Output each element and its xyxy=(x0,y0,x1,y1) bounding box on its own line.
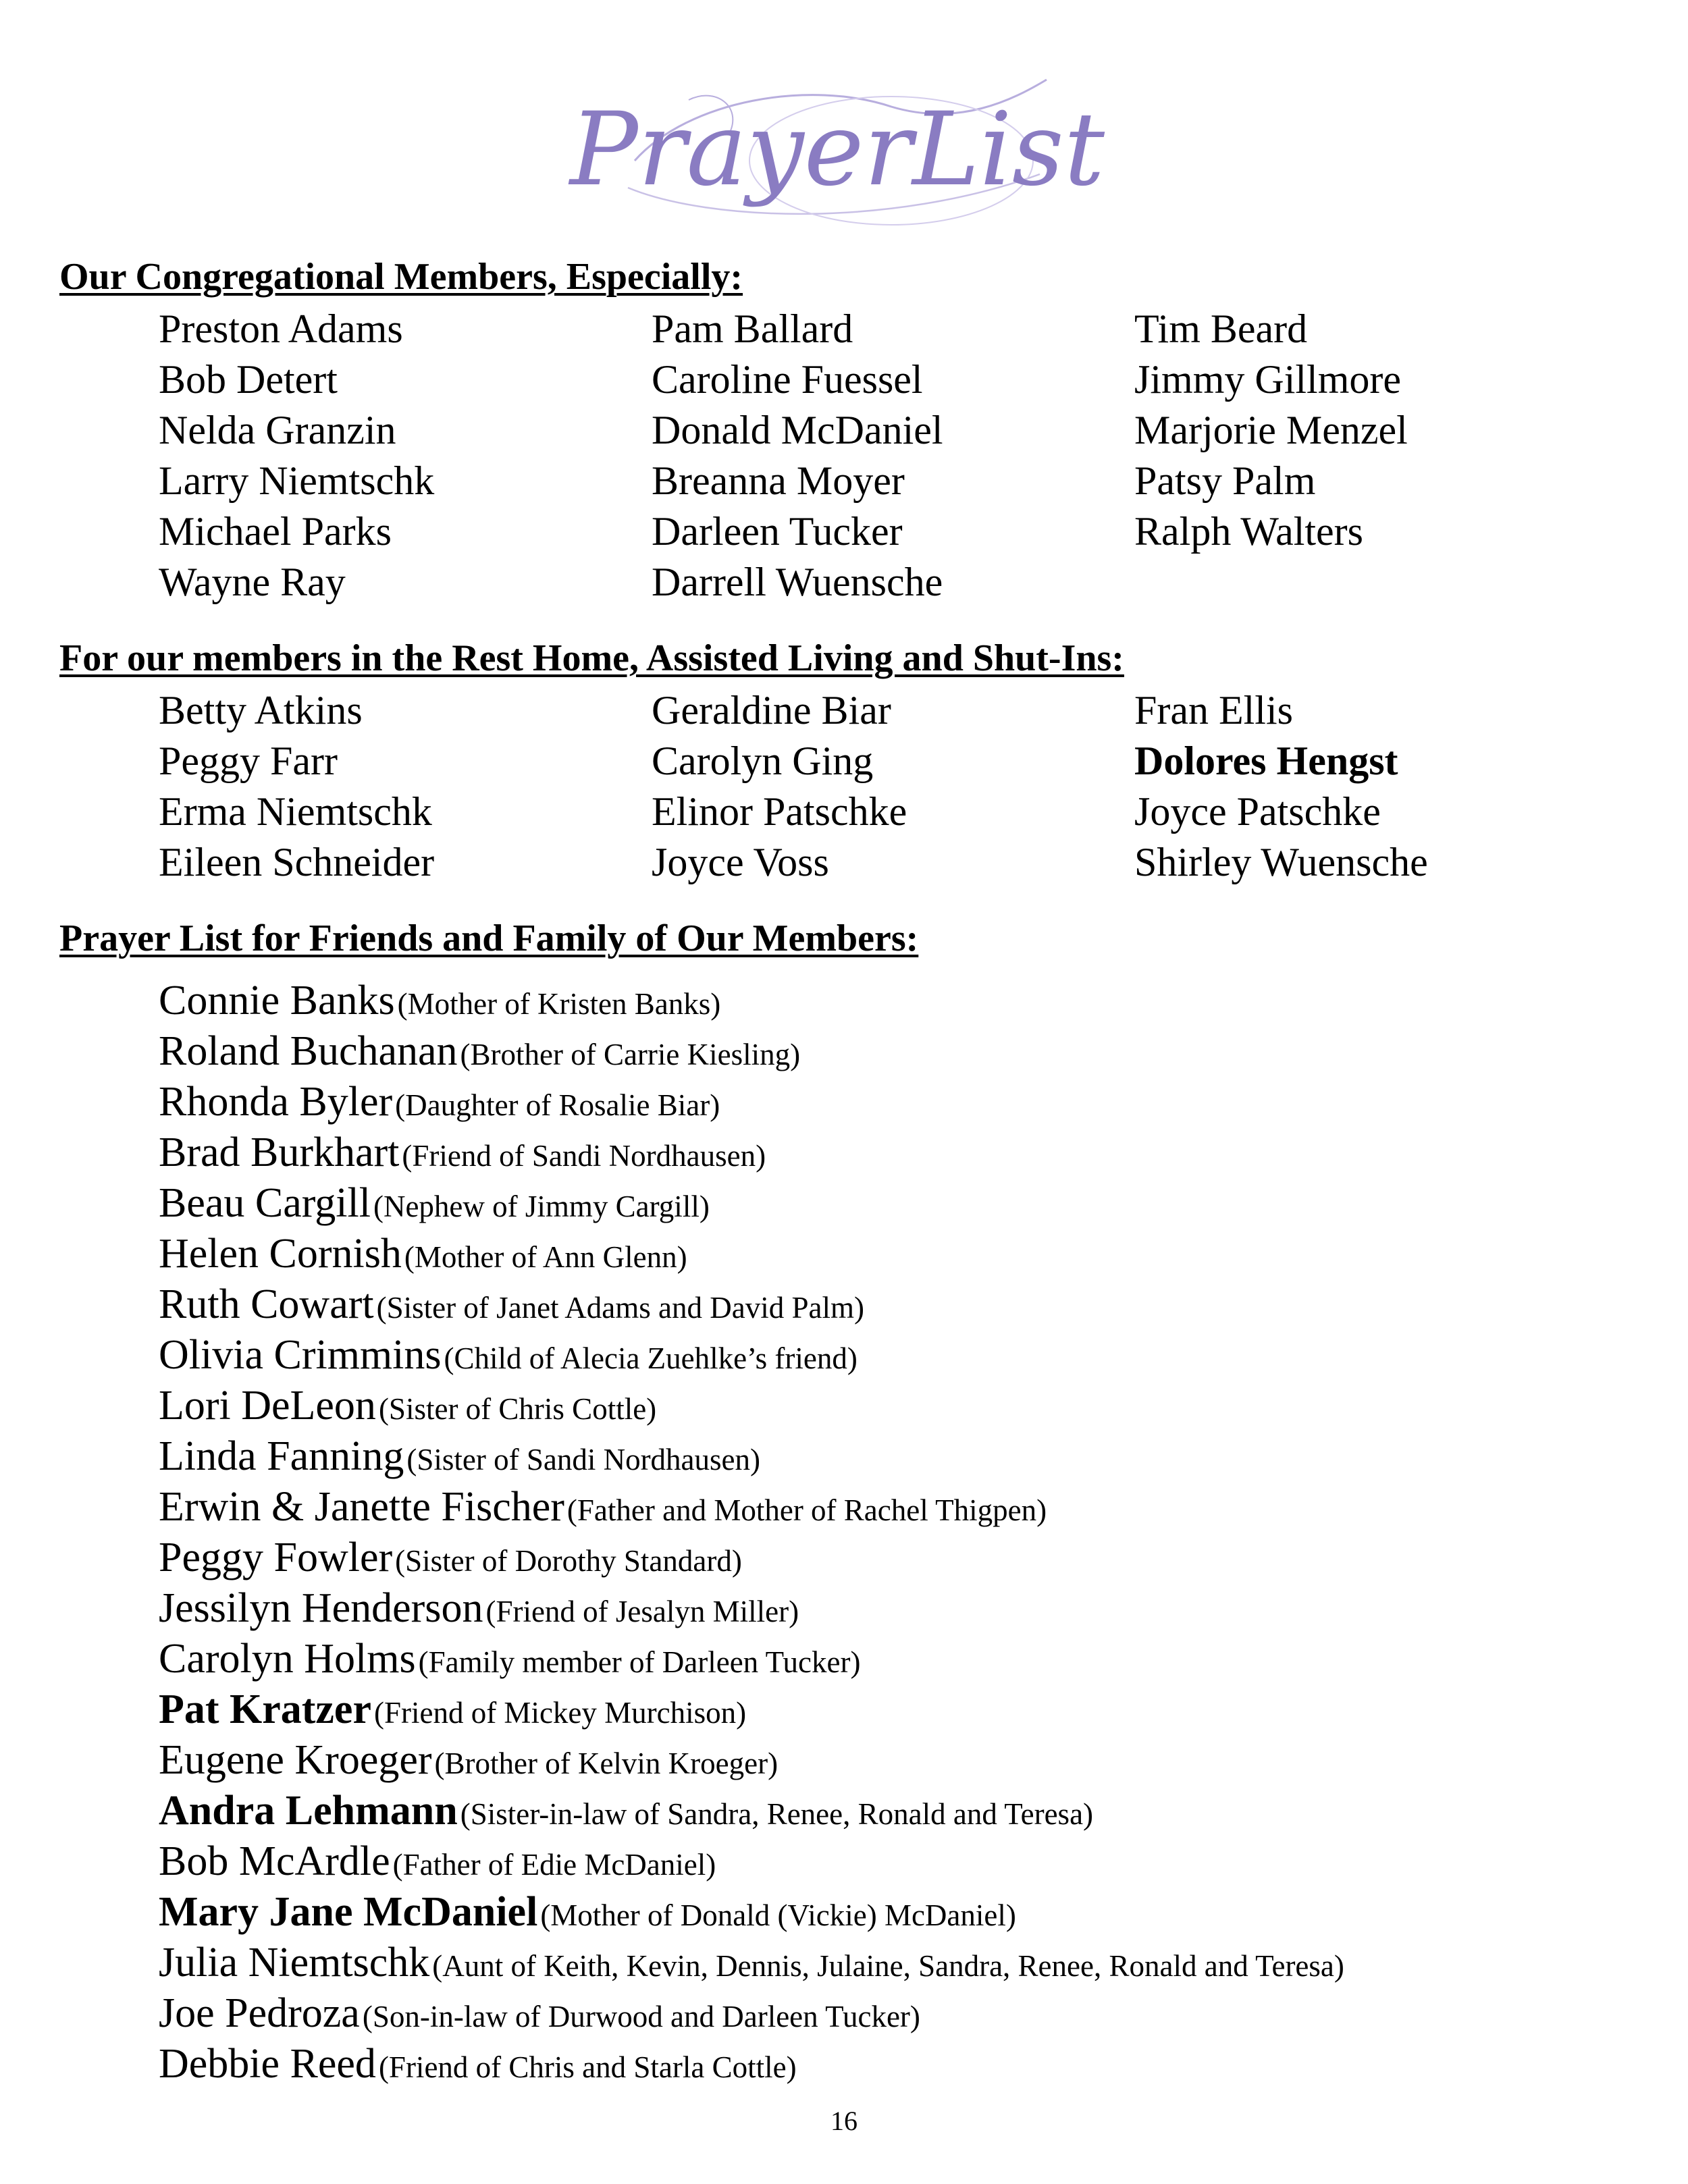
member-name: Caroline Fuessel xyxy=(652,357,923,402)
name-row xyxy=(159,405,1577,456)
friend-relation: (Daughter of Rosalie Biar) xyxy=(395,1088,720,1122)
member-name: Joyce Patschke xyxy=(1134,789,1381,834)
prayer-list-logo xyxy=(569,59,1105,240)
list-item xyxy=(159,1988,1644,2039)
congregational-heading: Our Congregational Members, Especially: xyxy=(59,256,743,298)
friend-name: Julia Niemtschk xyxy=(159,1940,430,1986)
friend-relation: (Nephew of Jimmy Cargill) xyxy=(373,1190,710,1223)
member-name: Geraldine Biar xyxy=(652,688,891,733)
friend-name: Peggy Fowler xyxy=(159,1535,393,1580)
page-number: 16 xyxy=(830,2106,858,2136)
friend-name: Helen Cornish xyxy=(159,1231,402,1277)
list-item xyxy=(159,1533,1644,1583)
friend-name: Andra Lehmann xyxy=(159,1788,458,1834)
friend-relation: (Friend of Chris and Starla Cottle) xyxy=(378,2050,797,2084)
member-name: Peggy Farr xyxy=(159,739,338,783)
friend-relation: (Friend of Jesalyn Miller) xyxy=(485,1595,799,1628)
friend-name: Erwin & Janette Fischer xyxy=(159,1484,564,1530)
friends-family-heading: Prayer List for Friends and Family of Our Members: xyxy=(59,917,919,959)
member-name: Eileen Schneider xyxy=(159,840,435,884)
friend-relation: (Friend of Sandi Nordhausen) xyxy=(402,1139,766,1173)
list-item xyxy=(159,1735,1644,1786)
member-name: Dolores Hengst xyxy=(1134,739,1398,783)
member-name: Wayne Ray xyxy=(159,560,346,604)
friend-relation: (Family member of Darleen Tucker) xyxy=(418,1645,861,1679)
member-name: Ralph Walters xyxy=(1134,509,1363,554)
member-name: Bob Detert xyxy=(159,357,338,402)
member-name: Darrell Wuensche xyxy=(652,560,943,604)
friend-relation: (Mother of Ann Glenn) xyxy=(404,1240,687,1274)
friend-relation: (Friend of Mickey Murchison) xyxy=(373,1696,747,1730)
list-item xyxy=(159,1684,1644,1735)
friend-relation: (Father of Edie McDaniel) xyxy=(392,1848,716,1882)
friend-relation: (Mother of Donald (Vickie) McDaniel) xyxy=(540,1898,1016,1932)
name-row xyxy=(159,787,1577,837)
friend-relation: (Brother of Carrie Kiesling) xyxy=(460,1038,801,1071)
rest-home-heading: For our members in the Rest Home, Assisted Living and Shut-Ins: xyxy=(59,637,1124,679)
list-item xyxy=(159,1836,1644,1887)
friend-name: Jessilyn Henderson xyxy=(159,1585,483,1631)
friend-name: Mary Jane McDaniel xyxy=(159,1889,538,1935)
friend-name: Ruth Cowart xyxy=(159,1281,374,1327)
friend-name: Debbie Reed xyxy=(159,2041,376,2087)
friend-name: Roland Buchanan xyxy=(159,1028,458,1074)
name-row xyxy=(159,837,1577,888)
list-item xyxy=(159,1938,1644,1988)
friend-name: Eugene Kroeger xyxy=(159,1737,432,1783)
member-name: Tim Beard xyxy=(1134,307,1308,351)
friend-name: Carolyn Holms xyxy=(159,1636,416,1682)
list-item xyxy=(159,1229,1644,1279)
list-item xyxy=(159,976,1644,1026)
friends-family-list xyxy=(159,976,1644,2089)
member-name: Donald McDaniel xyxy=(652,408,943,452)
friend-relation: (Sister of Janet Adams and David Palm) xyxy=(376,1291,864,1325)
member-name: Marjorie Menzel xyxy=(1134,408,1408,452)
name-row xyxy=(159,736,1577,787)
friend-name: Linda Fanning xyxy=(159,1433,404,1479)
member-name: Jimmy Gillmore xyxy=(1134,357,1401,402)
member-name: Larry Niemtschk xyxy=(159,458,435,503)
member-name: Nelda Granzin xyxy=(159,408,396,452)
friend-relation: (Brother of Kelvin Kroeger) xyxy=(434,1747,779,1780)
member-name: Preston Adams xyxy=(159,307,403,351)
friend-relation: (Child of Alecia Zuehlke’s friend) xyxy=(444,1341,858,1375)
list-item xyxy=(159,1887,1644,1938)
list-item xyxy=(159,1077,1644,1127)
list-item xyxy=(159,1178,1644,1229)
logo-text: PrayerList xyxy=(569,91,1105,209)
member-name: Carolyn Ging xyxy=(652,739,874,783)
friend-name: Pat Kratzer xyxy=(159,1686,371,1732)
friend-relation: (Aunt of Keith, Kevin, Dennis, Julaine, Sandra, Renee, Ronald and Teresa) xyxy=(432,1949,1344,1983)
member-name xyxy=(1134,557,1566,608)
list-item xyxy=(159,1786,1644,1836)
friend-relation: (Sister of Sandi Nordhausen) xyxy=(406,1443,760,1476)
congregational-members-list xyxy=(159,304,1577,608)
friend-relation: (Mother of Kristen Banks) xyxy=(397,987,721,1021)
list-item xyxy=(159,2039,1644,2089)
list-item xyxy=(159,1026,1644,1077)
member-name: Breanna Moyer xyxy=(652,458,905,503)
name-row xyxy=(159,456,1577,506)
member-name: Shirley Wuensche xyxy=(1134,840,1428,884)
member-name: Elinor Patschke xyxy=(652,789,907,834)
list-item xyxy=(159,1634,1644,1684)
name-row xyxy=(159,304,1577,354)
friend-relation: (Sister of Chris Cottle) xyxy=(378,1392,657,1426)
friend-name: Joe Pedroza xyxy=(159,1990,360,2036)
friend-name: Beau Cargill xyxy=(159,1180,371,1226)
friend-name: Connie Banks xyxy=(159,978,395,1023)
list-item xyxy=(159,1381,1644,1431)
friend-name: Bob McArdle xyxy=(159,1838,390,1884)
member-name: Fran Ellis xyxy=(1134,688,1293,733)
name-row xyxy=(159,557,1577,608)
list-item xyxy=(159,1583,1644,1634)
name-row xyxy=(159,506,1577,557)
list-item xyxy=(159,1127,1644,1178)
friend-name: Rhonda Byler xyxy=(159,1079,393,1125)
friend-name: Olivia Crimmins xyxy=(159,1332,442,1378)
member-name: Pam Ballard xyxy=(652,307,853,351)
list-item xyxy=(159,1330,1644,1381)
friend-name: Lori DeLeon xyxy=(159,1383,376,1429)
member-name: Darleen Tucker xyxy=(652,509,903,554)
name-row xyxy=(159,354,1577,405)
friend-relation: (Father and Mother of Rachel Thigpen) xyxy=(566,1493,1047,1527)
friend-relation: (Son-in-law of Durwood and Darleen Tucker) xyxy=(362,2000,920,2033)
list-item xyxy=(159,1279,1644,1330)
friend-name: Brad Burkhart xyxy=(159,1129,400,1175)
friend-relation: (Sister of Dorothy Standard) xyxy=(395,1544,742,1578)
member-name: Erma Niemtschk xyxy=(159,789,432,834)
member-name: Joyce Voss xyxy=(652,840,829,884)
list-item xyxy=(159,1431,1644,1482)
list-item xyxy=(159,1482,1644,1533)
rest-home-members-list xyxy=(159,685,1577,888)
member-name: Patsy Palm xyxy=(1134,458,1316,503)
name-row xyxy=(159,685,1577,736)
member-name: Betty Atkins xyxy=(159,688,363,733)
member-name: Michael Parks xyxy=(159,509,392,554)
friend-relation: (Sister-in-law of Sandra, Renee, Ronald and Teresa) xyxy=(460,1797,1094,1831)
